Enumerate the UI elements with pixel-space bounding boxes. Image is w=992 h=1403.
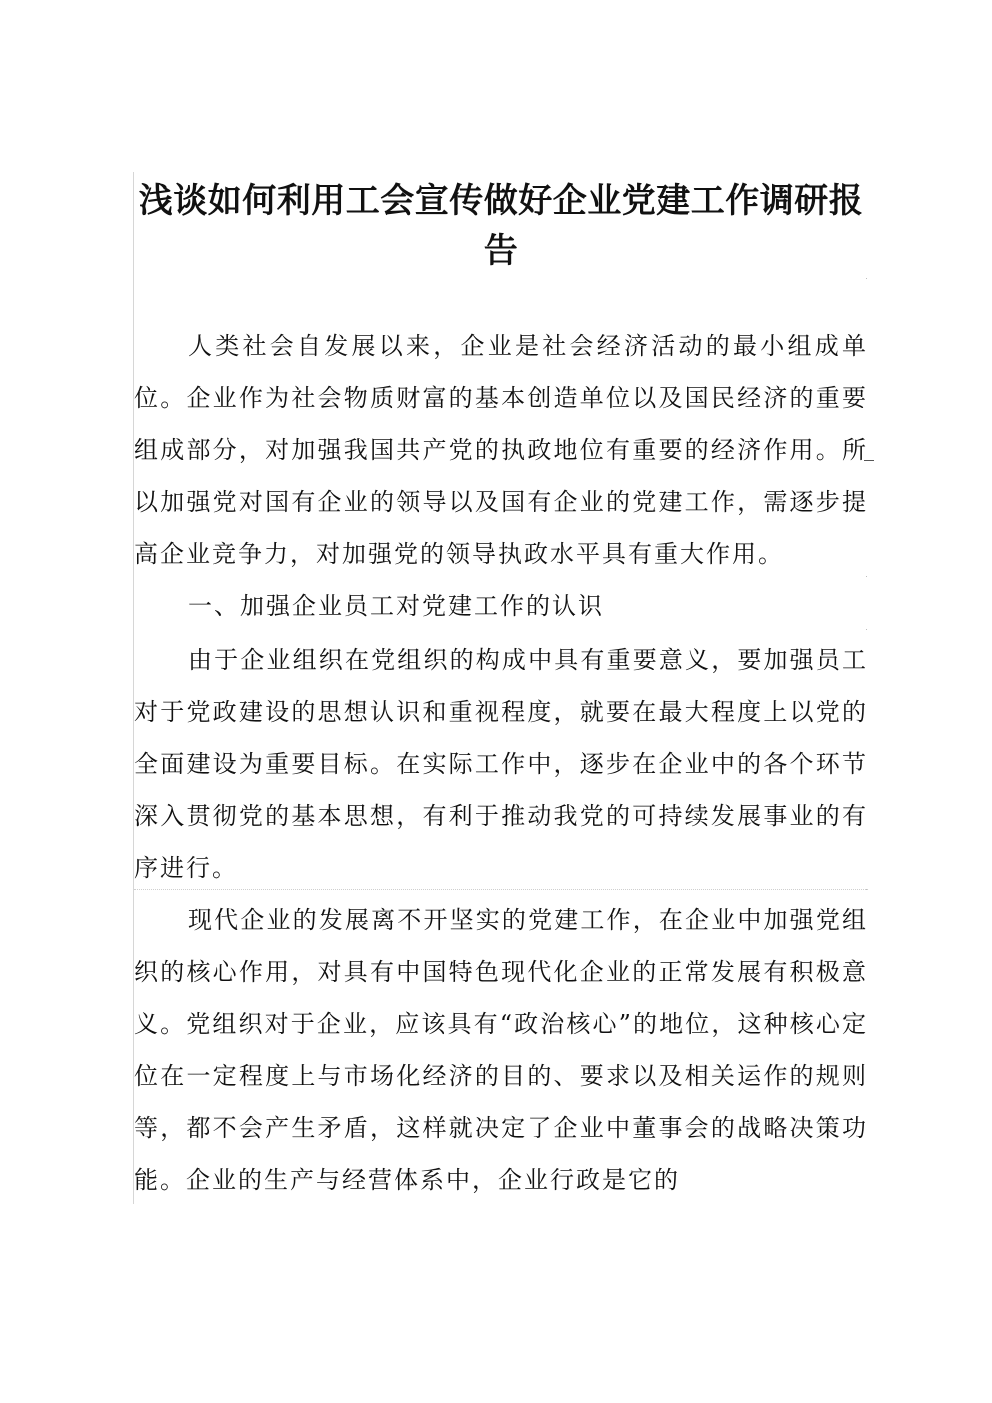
paragraph-intro: 人类社会自发展以来，企业是社会经济活动的最小组成单位。企业作为社会物质财富的基本创造单位以及国民经济的重要组成部分，对加强我国共产党的执政地位有重要的经济作用。所以加强党对国有企业的领导以及国有企业的党建工作，需逐步提高企业竞争力，对加强党的领导执政水平具有重大作用。 bbox=[134, 332, 868, 568]
document-title: 浅谈如何利用工会宣传做好企业党建工作调研报告 bbox=[138, 181, 864, 271]
paragraph-end-mark bbox=[864, 460, 874, 461]
right-margin-mark bbox=[866, 278, 867, 279]
paragraph-body: 现代企业的发展离不开坚实的党建工作，在企业中加强党组织的核心作用，对具有中国特色现代化企业的正常发展有积极意义。党组织对于企业，应该具有“政治核心”的地位，这种核心定位在一定程度上与市场化经济的目的、要求以及相关运作的规则等，都不会产生矛盾，这样就决定了企业中董事会的战略决策功能。企业的生产与经营体系中，企业行政是它的 bbox=[134, 906, 868, 1194]
paragraph-body: 由于企业组织在党组织的构成中具有重要意义，要加强员工对于党政建设的思想认识和重视程度，就要在最大程度上以党的全面建设为重要目标。在实际工作中，逐步在企业中的各个环节深入贯彻党的基本思想，有利于推动我党的可持续发展事业的有序进行。 bbox=[134, 646, 868, 882]
section-heading: 一、加强企业员工对党建工作的认识 bbox=[188, 592, 604, 620]
